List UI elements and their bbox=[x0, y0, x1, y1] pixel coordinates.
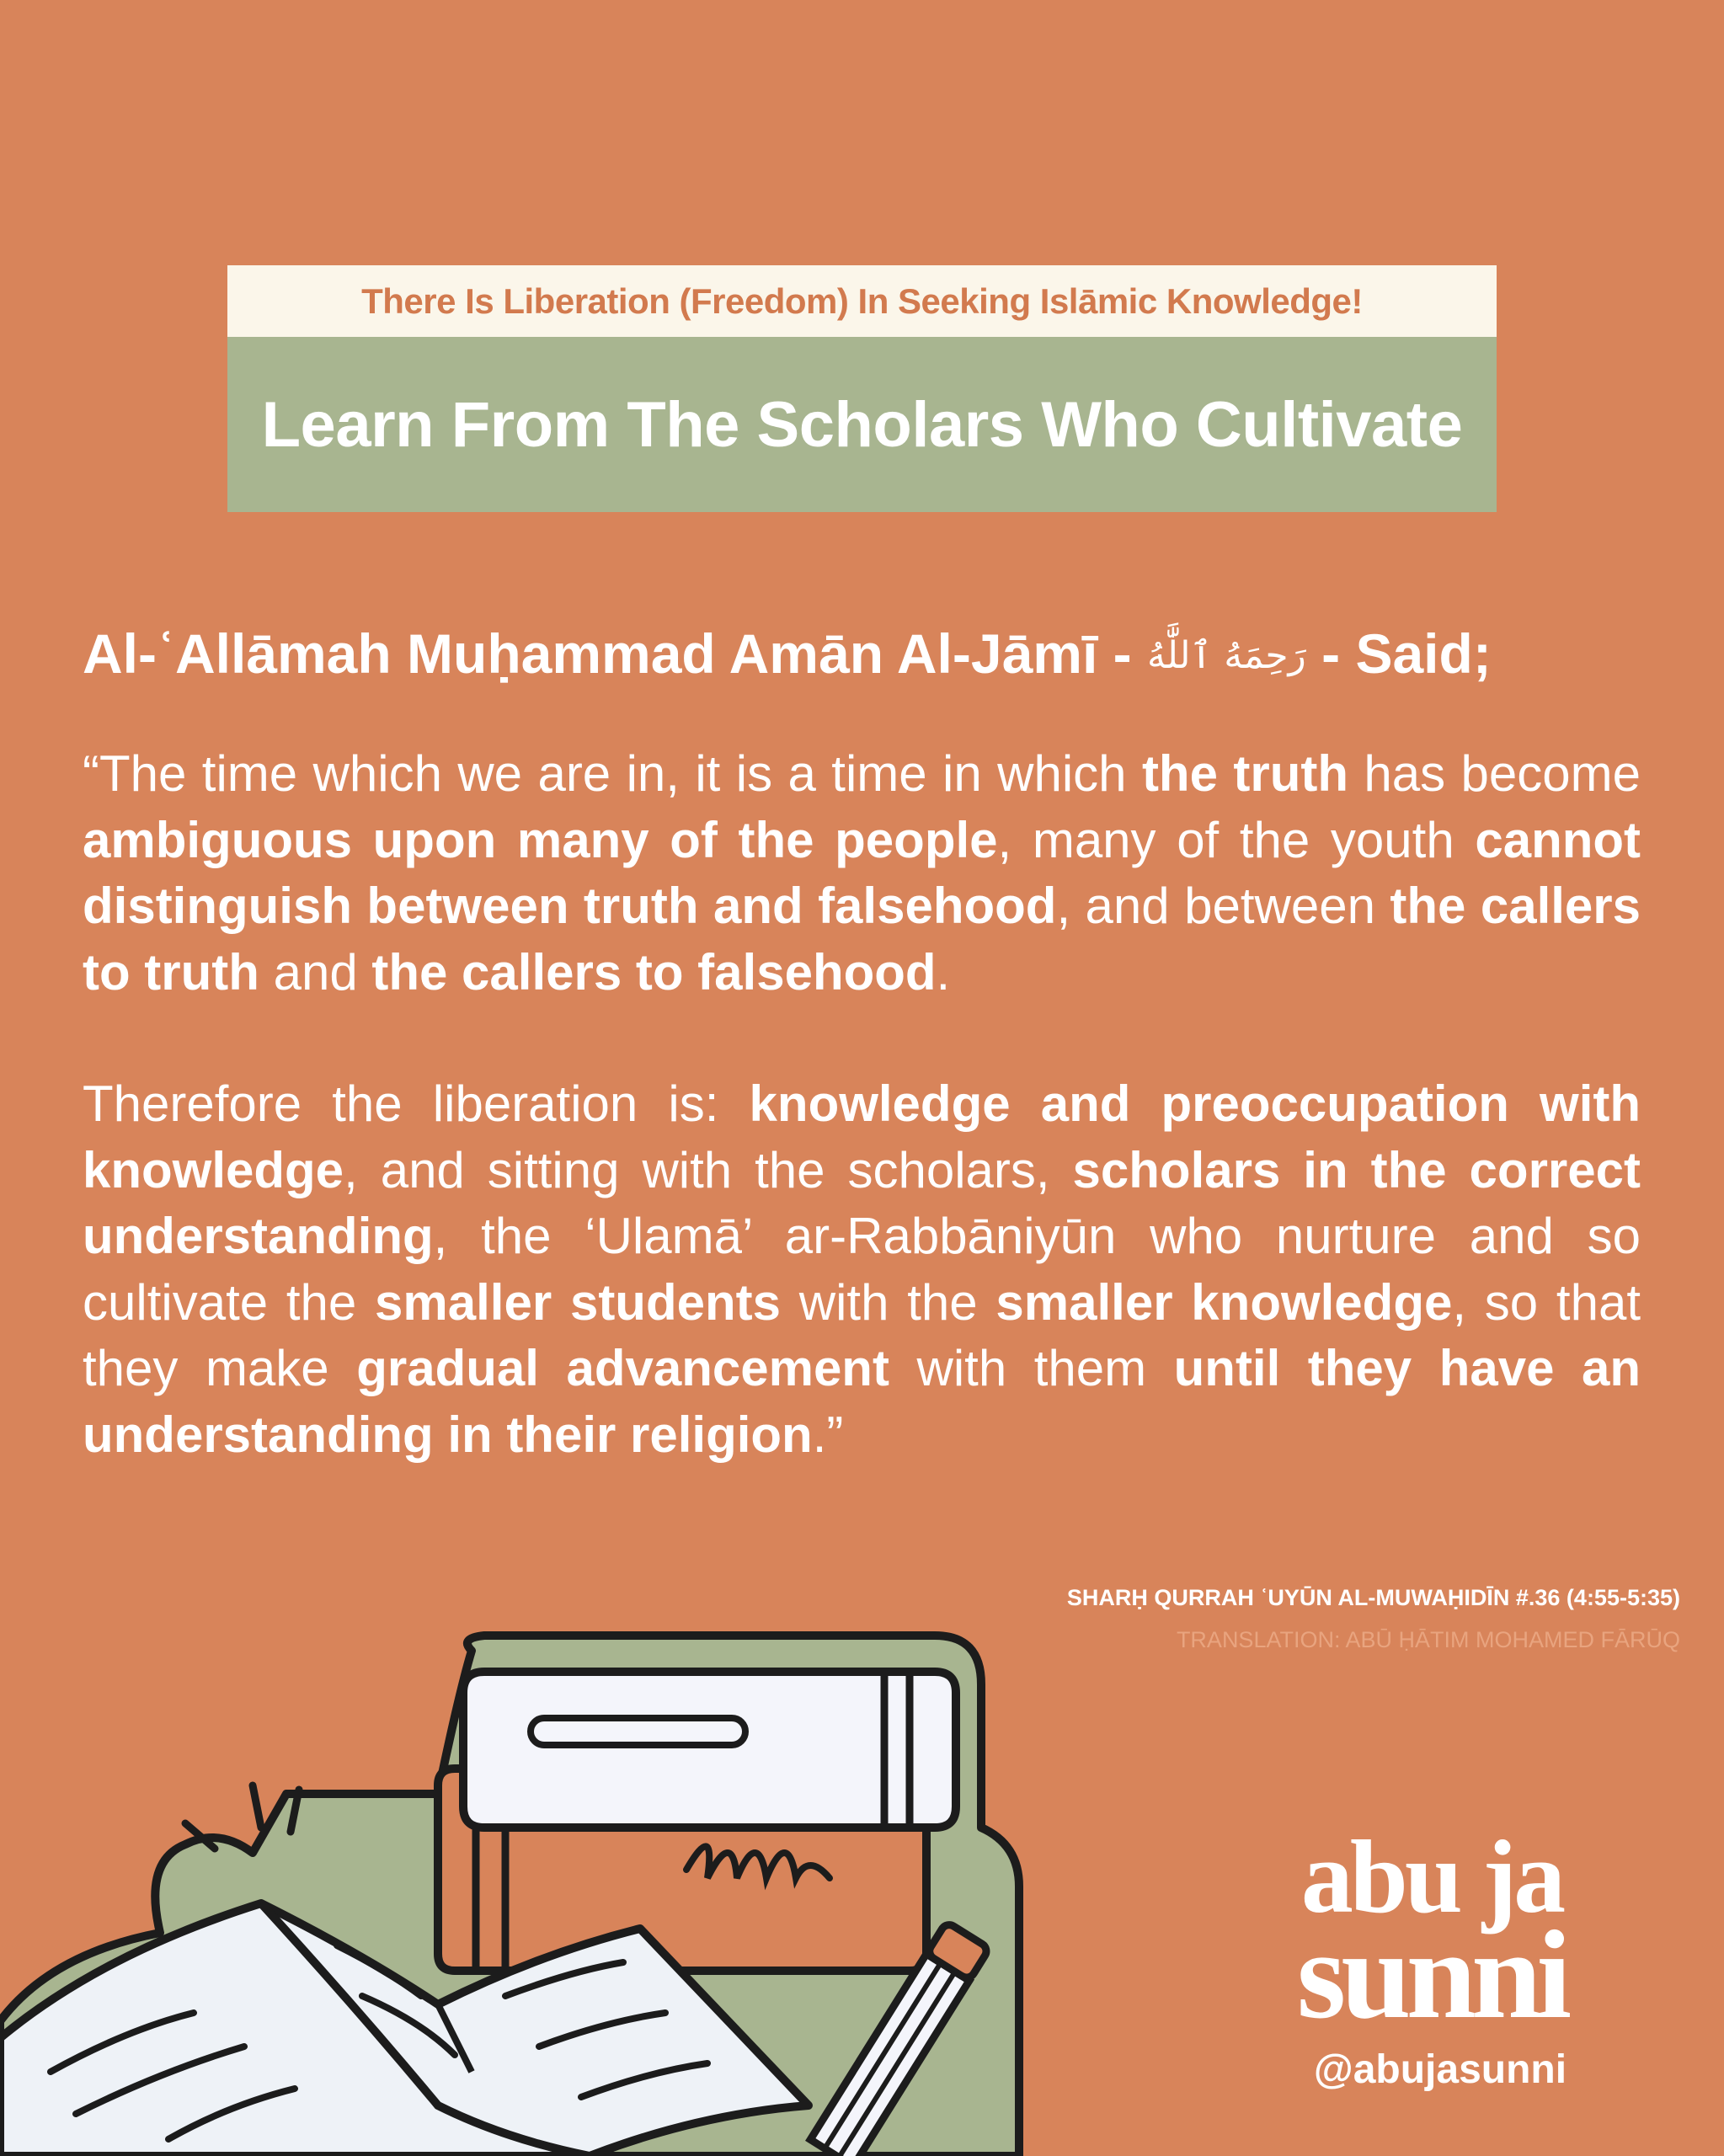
subtitle-text: There Is Liberation (Freedom) In Seeking Islāmic Knowledge! bbox=[361, 280, 1363, 321]
quote-text: . bbox=[936, 943, 951, 1001]
quote-text: , the ‘Ulamā’ ar-Rabbāniyūn who nurture and so cultivate the bbox=[83, 1208, 1641, 1331]
quote-text: , so that they make bbox=[83, 1273, 1641, 1396]
said-label: - Said; bbox=[1321, 622, 1492, 685]
quote-emphasis: until they have an understanding in their religion bbox=[83, 1340, 1641, 1463]
abujasunni-logo bbox=[1213, 1828, 1651, 2047]
book-label bbox=[531, 1718, 745, 1745]
quote-block bbox=[83, 741, 1641, 1468]
quote-paragraph-1 bbox=[83, 741, 1641, 1006]
quote-text: and bbox=[259, 943, 372, 1001]
quote-text: with them bbox=[889, 1340, 1174, 1396]
quote-text: , and between bbox=[1056, 878, 1390, 934]
page-title: Learn From The Scholars Who Cultivate bbox=[261, 388, 1463, 461]
speaker-name: Al-ʿAllāmah Muḥammad Amān Al-Jāmī - bbox=[83, 622, 1132, 685]
subtitle-banner bbox=[227, 265, 1497, 337]
attribution-line bbox=[83, 622, 1683, 686]
quote-text: , many of the youth bbox=[997, 811, 1476, 868]
quote-emphasis: the callers to truth bbox=[83, 878, 1641, 1001]
quote-text: “The time which we are in, it is a time in which bbox=[83, 745, 1142, 802]
quote-emphasis: smaller knowledge bbox=[995, 1273, 1453, 1331]
quote-emphasis: the callers to falsehood bbox=[371, 943, 937, 1001]
honorific-arabic: رَحِمَهُ ٱللَّٰهُ bbox=[1146, 634, 1306, 677]
translator-credit: TRANSLATION: ABŪ ḤĀTIM MOHAMED FĀRŪQ bbox=[1176, 1627, 1680, 1652]
quote-text: Therefore the liberation is: bbox=[83, 1075, 750, 1132]
title-banner bbox=[227, 337, 1497, 512]
quote-emphasis: the truth bbox=[1141, 745, 1348, 802]
quote-text: , and sitting with the scholars, bbox=[344, 1141, 1073, 1198]
quote-text: has become bbox=[1348, 745, 1641, 802]
logo-line-1: abu ja bbox=[1300, 1828, 1563, 1935]
quote-paragraph-2 bbox=[83, 1071, 1641, 1468]
quote-text: .” bbox=[812, 1406, 844, 1463]
books-illustration bbox=[0, 1600, 1095, 2156]
logo-line-2: sunni bbox=[1296, 1905, 1567, 2045]
quote-emphasis: knowledge and preoccupation with knowledge bbox=[83, 1075, 1641, 1198]
quote-emphasis: ambiguous upon many of the people bbox=[83, 811, 998, 868]
quote-emphasis: gradual advancement bbox=[356, 1340, 889, 1396]
quote-emphasis: scholars in the correct understanding bbox=[83, 1141, 1641, 1264]
quote-emphasis: smaller students bbox=[375, 1273, 781, 1331]
quote-emphasis: cannot distinguish between truth and falsehood bbox=[83, 811, 1641, 934]
source-reference: SHARḤ QURRAH ʿUYŪN AL-MUWAḤIDĪN #.36 (4:55-5:35) bbox=[1066, 1585, 1680, 1610]
social-handle: @abujasunni bbox=[1313, 2047, 1567, 2092]
quote-text: with the bbox=[780, 1273, 996, 1331]
